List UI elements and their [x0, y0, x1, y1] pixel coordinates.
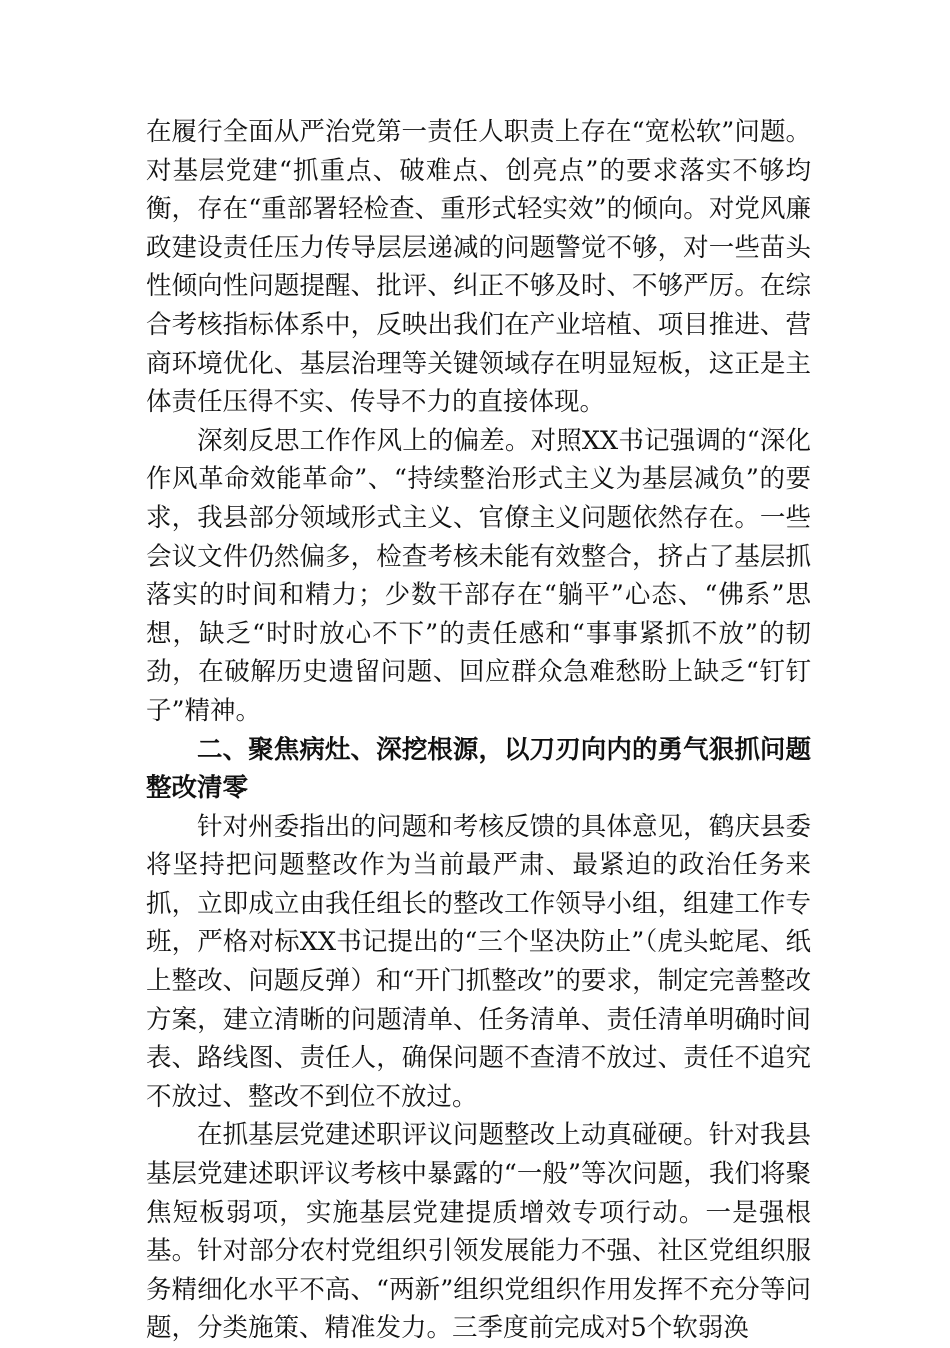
paragraph-responsibility-issues: 在履行全面从严治党第一责任人职责上存在“宽松软”问题。对基层党建“抓重点、破难点、创亮点”的要求落实不够均衡，存在“重部署轻检查、重形式轻实效”的倾向。对党风廉政建设责任压力传导层层递减的问题警觉不够，对一些苗头性倾向性问题提醒、批评、纠正不够及时、不够严厉。在综合考核指标体系中，反映出我们在产业培植、项目推进、营商环境优化、基层治理等关键领域存在明显短板，这正是主体责任压得不实、传导不力的直接体现。 — [146, 117, 811, 418]
paragraph-party-building-rectification: 在抓基层党建述职评议问题整改上动真碰硬。针对我县基层党建述职评议考核中暴露的“一般”等次问题，我们将聚焦短板弱项，实施基层党建提质增效专项行动。一是强根基。针对部分农村党组织引领发展能力不强、社区党组织服务精细化水平不高、“两新”组织党组织作用发挥不充分等问题，分类施策、精准发力。三季度前完成对5个软弱涣 — [146, 1120, 811, 1344]
section-heading-rectification: 二、聚焦病灶、深挖根源，以刀刃向内的勇气狠抓问题整改清零 — [146, 734, 811, 804]
paragraph-rectification-plan: 针对州委指出的问题和考核反馈的具体意见，鹤庆县委将坚持把问题整改作为当前最严肃、最紧迫的政治任务来抓，立即成立由我任组长的整改工作领导小组，组建工作专班，严格对标XX书记提出的“三个坚决防止”（虎头蛇尾、纸上整改、问题反弹）和“开门抓整改”的要求，制定完善整改方案，建立清晰的问题清单、任务清单、责任清单明确时间表、路线图、责任人，确保问题不查清不放过、责任不追究不放过、整改不到位不放过。 — [146, 811, 811, 1112]
document-body — [146, 113, 811, 1348]
paragraph-work-style-reflection: 深刻反思工作作风上的偏差。对照XX书记强调的“深化作风革命效能革命”、“持续整治形式主义为基层减负”的要求，我县部分领域形式主义、官僚主义问题依然存在。一些会议文件仍然偏多，检查考核未能有效整合，挤占了基层抓落实的时间和精力；少数干部存在“躺平”心态、“佛系”思想，缺乏“时时放心不下”的责任感和“事事紧抓不放”的韧劲，在破解历史遗留问题、回应群众急难愁盼上缺乏“钉钉子”精神。 — [146, 425, 811, 726]
